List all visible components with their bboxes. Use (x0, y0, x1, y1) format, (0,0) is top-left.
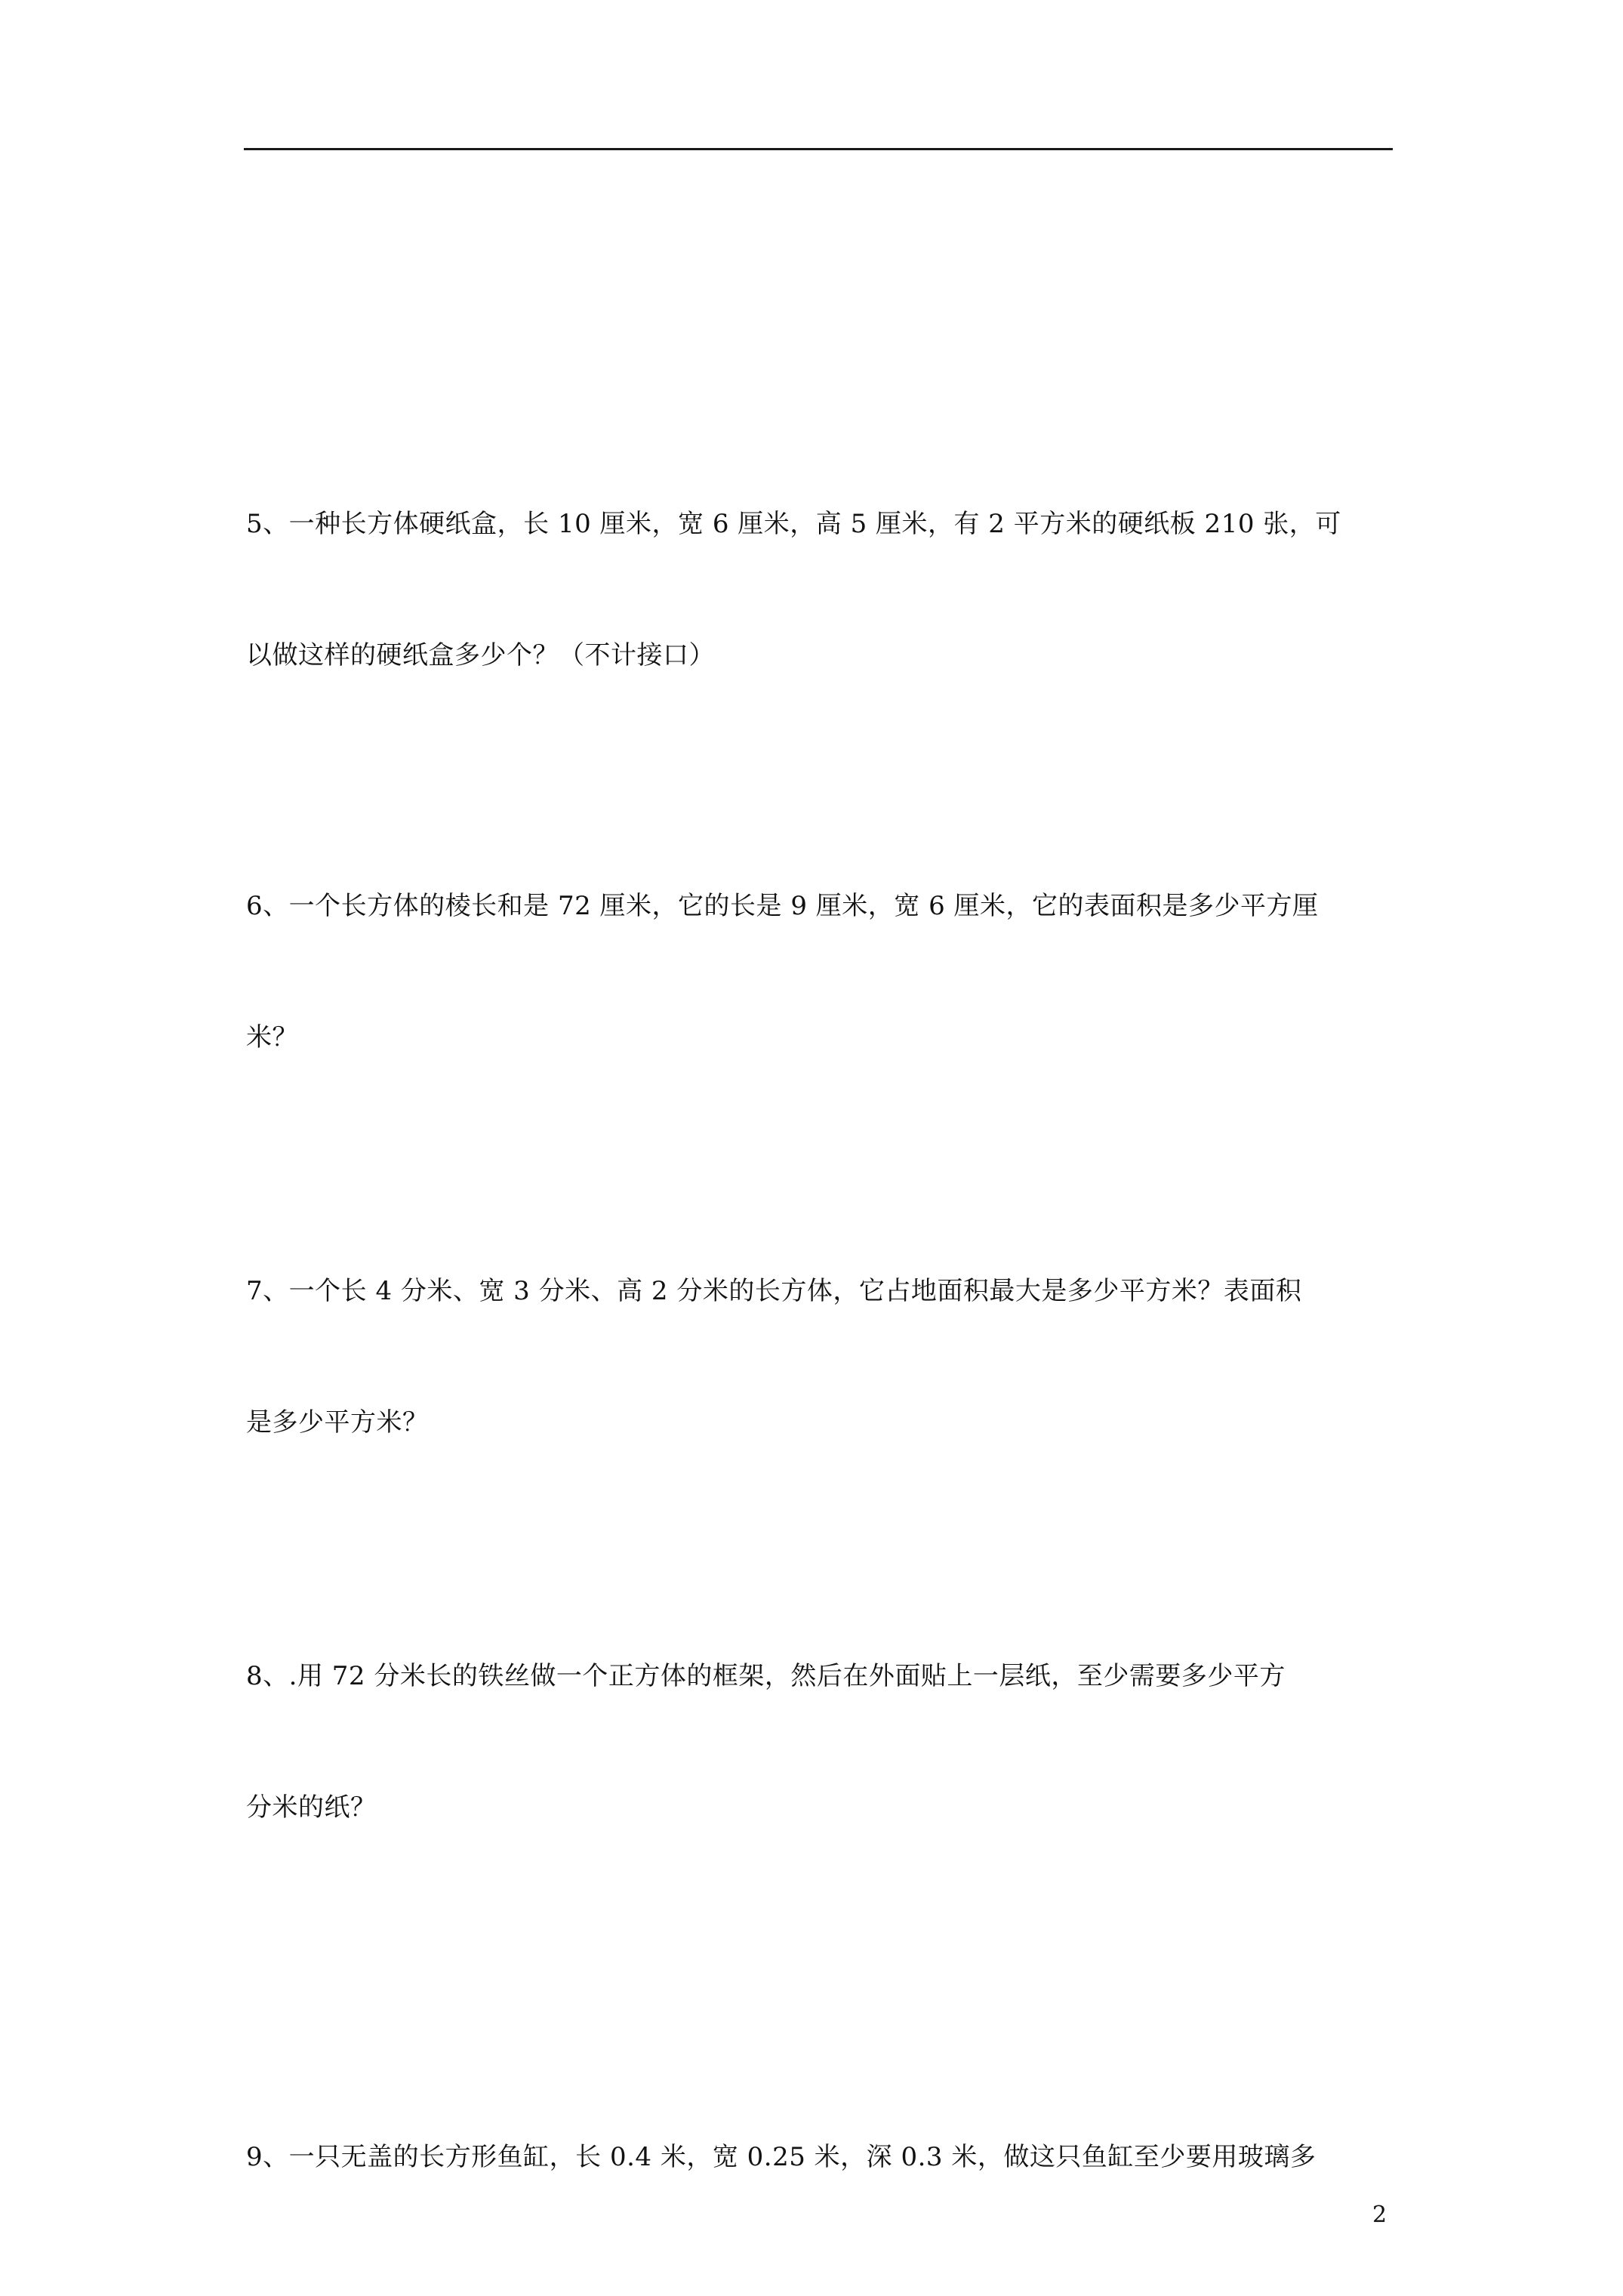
question-line: 米？ (246, 1022, 298, 1052)
question-line: 7、一个长 4 分米、宽 3 分米、高 2 分米的长方体，它占地面积最大是多少平方米？表面积 (246, 1276, 1302, 1306)
header-rule (244, 148, 1393, 150)
question-line: 9、一只无盖的长方形鱼缸，长 0.4 米，宽 0.25 米，深 0.3 米，做这只鱼缸至少要用玻璃多 (246, 2142, 1317, 2172)
question-line: 分米的纸？ (246, 1792, 377, 1823)
page-number: 2 (1372, 2202, 1387, 2228)
question-9 (246, 2048, 1397, 2223)
question-6 (246, 797, 1397, 1103)
question-line: 6、一个长方体的棱长和是 72 厘米，它的长是 9 厘米，宽 6 厘米，它的表面积是多少平方厘 (246, 891, 1319, 921)
question-line: 是多少平方米？ (246, 1407, 429, 1438)
question-line: 8、.用 72 分米长的铁丝做一个正方体的框架，然后在外面贴上一层纸，至少需要多少平方 (246, 1661, 1286, 1691)
question-line: 以做这样的硬纸盒多少个？（不计接口） (246, 640, 715, 670)
question-line: 5、一种长方体硬纸盒，长 10 厘米，宽 6 厘米，高 5 厘米，有 2 平方米的硬纸板 210 张，可 (246, 509, 1341, 539)
question-7 (246, 1182, 1397, 1488)
question-5 (246, 415, 1397, 721)
question-8 (246, 1567, 1397, 1873)
